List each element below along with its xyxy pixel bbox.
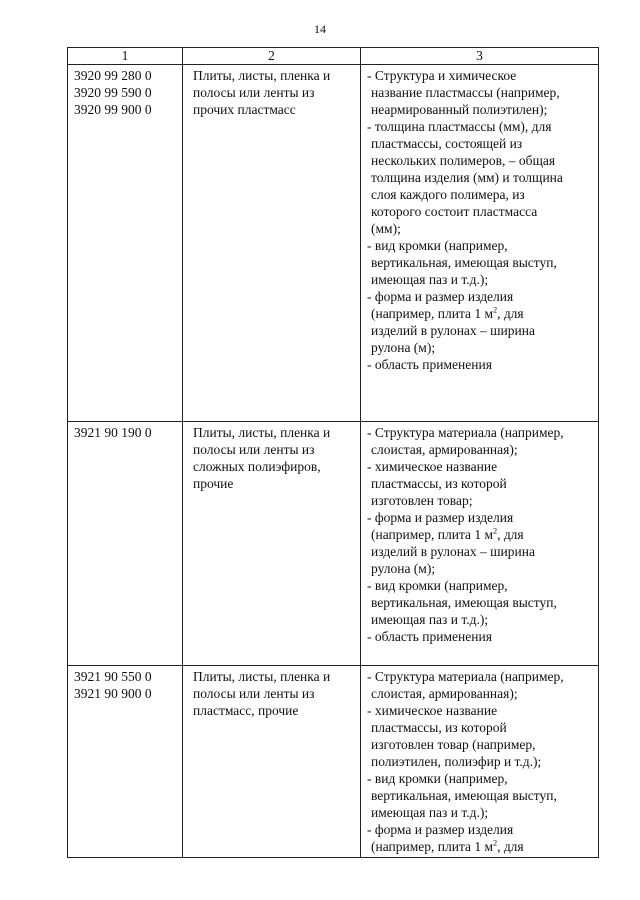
detail-line: изготовлен товар (например, bbox=[371, 737, 536, 752]
description-line: полосы или ленты из bbox=[193, 85, 315, 100]
required-details-cell bbox=[361, 666, 599, 858]
detail-line: - химическое название bbox=[367, 459, 498, 474]
column-header-2: 2 bbox=[183, 48, 361, 65]
table-header-row bbox=[68, 48, 599, 65]
detail-line: которого состоит пластмасса bbox=[371, 204, 538, 219]
tariff-codes-cell bbox=[68, 666, 183, 858]
detail-line: полиэтилен, полиэфир и т.д.); bbox=[371, 754, 542, 769]
tariff-code: 3920 99 280 0 bbox=[74, 68, 152, 83]
tariff-code: 3920 99 590 0 bbox=[74, 85, 152, 100]
required-details-cell bbox=[361, 422, 599, 666]
detail-line: - химическое название bbox=[367, 703, 498, 718]
product-description-cell bbox=[183, 65, 361, 422]
detail-line: - Структура материала (например, bbox=[367, 669, 564, 684]
description-line: Плиты, листы, пленка и bbox=[193, 669, 331, 684]
description-line: пластмасс, прочие bbox=[193, 703, 299, 718]
product-description-cell bbox=[183, 422, 361, 666]
detail-line: имеющая паз и т.д.); bbox=[371, 805, 489, 820]
description-line: Плиты, листы, пленка и bbox=[193, 425, 331, 440]
detail-item bbox=[367, 458, 598, 509]
detail-line: - вид кромки (например, bbox=[367, 771, 508, 786]
detail-item bbox=[367, 577, 598, 628]
detail-line: изделий в рулонах – ширина bbox=[371, 323, 535, 338]
detail-line: - толщина пластмассы (мм), для bbox=[367, 119, 552, 134]
detail-line: рулона (м); bbox=[371, 340, 436, 355]
detail-item bbox=[367, 821, 598, 855]
detail-item bbox=[367, 118, 598, 237]
description-line: сложных полиэфиров, bbox=[193, 459, 321, 474]
tariff-codes-cell bbox=[68, 65, 183, 422]
table-row bbox=[68, 422, 599, 666]
detail-line: имеющая паз и т.д.); bbox=[371, 612, 489, 627]
detail-line: - Структура материала (например, bbox=[367, 425, 564, 440]
detail-line: (например, плита 1 $м^2$, для bbox=[371, 305, 524, 321]
detail-line: изделий в рулонах – ширина bbox=[371, 544, 535, 559]
description-line: Плиты, листы, пленка и bbox=[193, 68, 331, 83]
description-line: полосы или ленты из bbox=[193, 686, 315, 701]
description-line: прочих пластмасс bbox=[193, 102, 296, 117]
table-row bbox=[68, 666, 599, 858]
detail-line: - Структура и химическое bbox=[367, 68, 517, 83]
description-line: полосы или ленты из bbox=[193, 442, 315, 457]
detail-line: (мм); bbox=[371, 221, 401, 236]
tariff-code: 3920 99 900 0 bbox=[74, 102, 152, 117]
description-line: прочие bbox=[193, 476, 234, 491]
detail-line: (например, плита 1 $м^2$, для bbox=[371, 526, 524, 542]
detail-item bbox=[367, 67, 598, 118]
detail-item bbox=[367, 628, 598, 645]
detail-line: - форма и размер изделия bbox=[367, 289, 514, 304]
detail-item bbox=[367, 668, 598, 702]
detail-line: имеющая паз и т.д.); bbox=[371, 272, 489, 287]
detail-line: неармированный полиэтилен); bbox=[371, 102, 548, 117]
detail-line: изготовлен товар; bbox=[371, 493, 473, 508]
required-details-cell bbox=[361, 65, 599, 422]
detail-line: вертикальная, имеющая выступ, bbox=[371, 595, 557, 610]
detail-line: слоя каждого полимера, из bbox=[371, 187, 525, 202]
column-header-1: 1 bbox=[68, 48, 183, 65]
detail-line: название пластмассы (например, bbox=[371, 85, 560, 100]
detail-item bbox=[367, 424, 598, 458]
detail-line: - область применения bbox=[367, 629, 492, 644]
column-header-3: 3 bbox=[361, 48, 599, 65]
page-number: 14 bbox=[314, 22, 326, 36]
detail-line: - форма и размер изделия bbox=[367, 510, 514, 525]
detail-line: - вид кромки (например, bbox=[367, 238, 508, 253]
detail-item bbox=[367, 702, 598, 770]
detail-item bbox=[367, 770, 598, 821]
tariff-code: 3921 90 550 0 bbox=[74, 669, 152, 684]
detail-line: - форма и размер изделия bbox=[367, 822, 514, 837]
tariff-code: 3921 90 190 0 bbox=[74, 425, 152, 440]
product-description-cell bbox=[183, 666, 361, 858]
detail-item bbox=[367, 288, 598, 356]
detail-line: слоистая, армированная); bbox=[371, 686, 518, 701]
detail-item bbox=[367, 237, 598, 288]
tariff-codes-cell bbox=[68, 422, 183, 666]
detail-line: слоистая, армированная); bbox=[371, 442, 518, 457]
detail-item bbox=[367, 356, 598, 373]
detail-line: - вид кромки (например, bbox=[367, 578, 508, 593]
tariff-code: 3921 90 900 0 bbox=[74, 686, 152, 701]
detail-line: нескольких полимеров, – общая bbox=[371, 153, 556, 168]
detail-line: пластмассы, состоящей из bbox=[371, 136, 523, 151]
detail-line: толщина изделия (мм) и толщина bbox=[371, 170, 563, 185]
detail-line: вертикальная, имеющая выступ, bbox=[371, 788, 557, 803]
table-row bbox=[68, 65, 599, 422]
detail-line: пластмассы, из которой bbox=[371, 476, 507, 491]
document-table bbox=[67, 47, 599, 858]
detail-item bbox=[367, 509, 598, 577]
detail-line: - область применения bbox=[367, 357, 492, 372]
detail-line: (например, плита 1 $м^2$, для bbox=[371, 838, 524, 854]
detail-line: пластмассы, из которой bbox=[371, 720, 507, 735]
detail-line: рулона (м); bbox=[371, 561, 436, 576]
detail-line: вертикальная, имеющая выступ, bbox=[371, 255, 557, 270]
